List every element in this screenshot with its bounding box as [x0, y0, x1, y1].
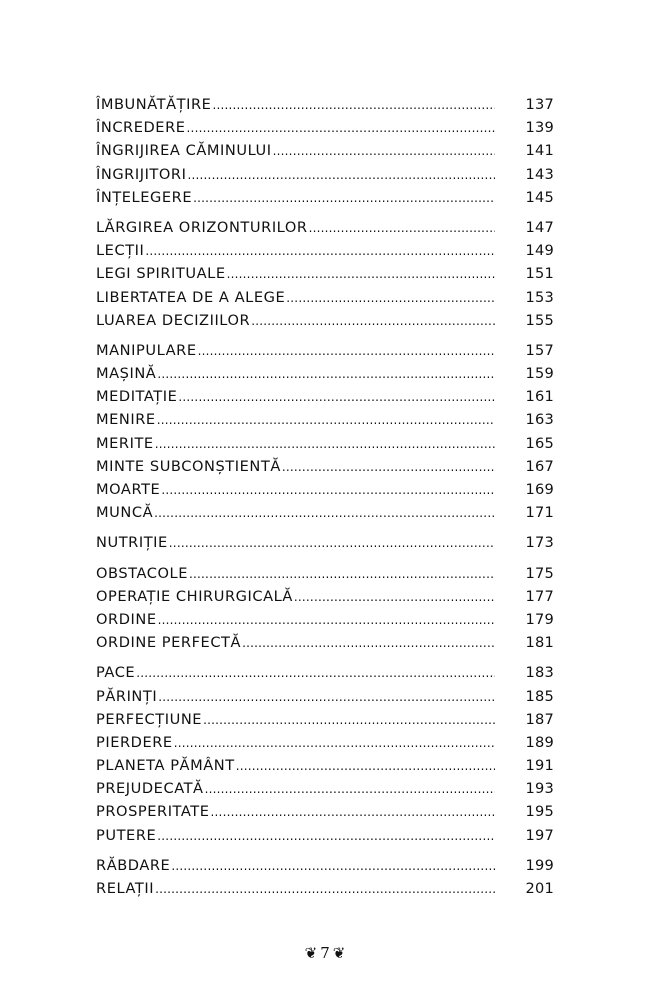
toc-entry-page: 169 — [525, 481, 554, 498]
toc-section — [96, 562, 554, 655]
dot-leader — [187, 117, 495, 140]
toc-entry-page: 143 — [525, 165, 554, 183]
toc-entry-title: LUAREA DECIZIILOR — [96, 311, 251, 329]
toc-entry-page: 175 — [525, 564, 554, 582]
toc-entry — [96, 309, 554, 332]
toc-entry-page: 185 — [525, 687, 554, 705]
toc-section — [96, 661, 554, 847]
toc-entry — [96, 239, 554, 262]
dot-leader — [189, 563, 495, 586]
dot-leader — [251, 310, 495, 333]
toc-entry-page: 201 — [525, 880, 554, 897]
toc-entry-title: ÎNGRIJITORI — [96, 165, 187, 183]
dot-leader — [155, 433, 495, 456]
dot-leader — [145, 240, 495, 263]
toc-entry — [96, 854, 554, 877]
toc-entry-page: 179 — [525, 610, 554, 628]
dot-leader — [154, 502, 495, 525]
toc-entry-page: 183 — [525, 664, 554, 682]
toc-entry — [96, 455, 554, 478]
toc-entry-title: PREJUDECATĂ — [96, 780, 204, 798]
toc-entry — [96, 562, 554, 585]
toc-entry-page: 145 — [525, 188, 554, 206]
toc-entry-title: NUTRIȚIE — [96, 534, 168, 552]
toc-entry — [96, 754, 554, 777]
toc-entry — [96, 139, 554, 162]
toc-entry — [96, 777, 554, 800]
dot-leader — [212, 94, 495, 117]
toc-entry — [96, 432, 554, 455]
toc-entry — [96, 877, 554, 900]
toc-entry-title: OPERAȚIE CHIRURGICALĂ — [96, 587, 293, 605]
toc-entry-title: LĂRGIREA ORIZONTURILOR — [96, 218, 308, 236]
toc-section — [96, 93, 554, 209]
toc-entry-title: MAȘINĂ — [96, 365, 157, 383]
toc-entry-title: PERFECȚIUNE — [96, 710, 203, 728]
toc-entry-page: 177 — [525, 587, 554, 605]
dot-leader — [178, 386, 495, 409]
toc-entry-page: 163 — [525, 411, 554, 429]
toc-entry-page: 193 — [525, 780, 554, 798]
dot-leader — [282, 456, 495, 479]
toc-entry-page: 137 — [525, 96, 554, 113]
toc-entry-title: PUTERE — [96, 826, 157, 844]
dot-leader — [136, 662, 495, 685]
toc-entry-title: MOARTE — [96, 481, 161, 498]
toc-entry-title: MUNCĂ — [96, 504, 154, 522]
toc-entry-title: LIBERTATEA DE A ALEGE — [96, 288, 286, 306]
dot-leader — [294, 586, 495, 609]
toc-entry-page: 199 — [525, 856, 554, 874]
toc-entry-page: 141 — [525, 142, 554, 160]
toc-entry — [96, 339, 554, 362]
dot-leader — [155, 878, 495, 901]
page-number: 7 — [320, 944, 330, 962]
dot-leader — [157, 409, 495, 432]
toc-section — [96, 854, 554, 900]
dot-leader — [169, 532, 495, 555]
toc-entry-page: 159 — [525, 365, 554, 383]
dot-leader — [203, 709, 495, 732]
toc-entry-page: 147 — [525, 218, 554, 236]
toc-entry — [96, 385, 554, 408]
toc-entry-title: PIERDERE — [96, 733, 173, 751]
dot-leader — [187, 164, 495, 187]
toc-entry-page: 165 — [525, 434, 554, 452]
toc-entry-title: LEGI SPIRITUALE — [96, 265, 226, 283]
toc-entry-title: ÎNȚELEGERE — [96, 188, 193, 206]
toc-entry — [96, 685, 554, 708]
fleuron-right-icon: ❦ — [332, 944, 346, 962]
toc-entry-title: MINTE SUBCONȘTIENTĂ — [96, 457, 281, 475]
toc-entry-page: 151 — [525, 265, 554, 283]
toc-entry-title: MANIPULARE — [96, 341, 197, 359]
toc-entry-title: ÎNGRIJIREA CĂMINULUI — [96, 142, 272, 160]
toc-entry — [96, 531, 554, 554]
toc-entry-title: ÎMBUNĂTĂȚIRE — [96, 96, 212, 113]
dot-leader — [286, 287, 495, 310]
toc-entry-page: 139 — [525, 119, 554, 137]
toc-entry — [96, 408, 554, 431]
toc-entry-title: RĂBDARE — [96, 856, 171, 874]
dot-leader — [193, 187, 495, 210]
toc-entry — [96, 824, 554, 847]
page-footer — [0, 944, 650, 962]
toc-entry — [96, 216, 554, 239]
toc-entry-page: 173 — [525, 534, 554, 552]
toc-entry-title: OBSTACOLE — [96, 564, 188, 582]
toc-entry — [96, 116, 554, 139]
toc-entry — [96, 585, 554, 608]
dot-leader — [227, 263, 495, 286]
toc-entry-page: 181 — [525, 634, 554, 652]
toc-entry-title: ORDINE — [96, 610, 157, 628]
dot-leader — [236, 755, 495, 778]
toc-entry-title: RELAȚII — [96, 880, 155, 897]
toc-entry-page: 167 — [525, 457, 554, 475]
toc-entry-page: 155 — [525, 311, 554, 329]
toc-entry-title: MERITE — [96, 434, 154, 452]
toc-entry — [96, 708, 554, 731]
toc-entry — [96, 362, 554, 385]
toc-entry-title: PACE — [96, 664, 136, 682]
toc-entry-title: MENIRE — [96, 411, 156, 429]
table-of-contents — [96, 93, 554, 907]
toc-entry — [96, 478, 554, 501]
dot-leader — [157, 363, 495, 386]
toc-entry-page: 171 — [525, 504, 554, 522]
toc-entry-title: PLANETA PĂMÂNT — [96, 757, 235, 775]
toc-section — [96, 531, 554, 554]
toc-entry-page: 189 — [525, 733, 554, 751]
fleuron-left-icon: ❦ — [304, 944, 318, 962]
toc-entry-page: 191 — [525, 757, 554, 775]
dot-leader — [273, 140, 495, 163]
toc-entry-page: 197 — [525, 826, 554, 844]
toc-entry-page: 157 — [525, 341, 554, 359]
toc-section — [96, 216, 554, 332]
toc-entry-title: MEDITAȚIE — [96, 388, 178, 406]
toc-entry-title: ORDINE PERFECTĂ — [96, 634, 242, 652]
dot-leader — [242, 632, 495, 655]
dot-leader — [158, 686, 495, 709]
toc-entry — [96, 93, 554, 116]
toc-entry-page: 187 — [525, 710, 554, 728]
toc-entry — [96, 186, 554, 209]
dot-leader — [309, 217, 495, 240]
dot-leader — [161, 479, 495, 502]
dot-leader — [171, 855, 495, 878]
toc-entry — [96, 163, 554, 186]
toc-entry — [96, 262, 554, 285]
dot-leader — [174, 732, 495, 755]
dot-leader — [198, 340, 495, 363]
toc-entry-title: LECȚII — [96, 242, 145, 260]
dot-leader — [205, 778, 495, 801]
toc-entry-page: 161 — [525, 388, 554, 406]
toc-entry — [96, 661, 554, 684]
toc-entry — [96, 731, 554, 754]
toc-section — [96, 339, 554, 525]
toc-entry — [96, 800, 554, 823]
toc-entry — [96, 501, 554, 524]
toc-entry-title: ÎNCREDERE — [96, 119, 186, 137]
dot-leader — [157, 825, 495, 848]
dot-leader — [158, 609, 495, 632]
toc-entry-page: 195 — [525, 803, 554, 821]
toc-entry-page: 149 — [525, 242, 554, 260]
toc-entry — [96, 631, 554, 654]
toc-entry-title: PROSPERITATE — [96, 803, 210, 821]
toc-entry-page: 153 — [525, 288, 554, 306]
toc-entry — [96, 608, 554, 631]
toc-entry-title: PĂRINȚI — [96, 687, 158, 705]
toc-entry — [96, 286, 554, 309]
dot-leader — [211, 801, 495, 824]
